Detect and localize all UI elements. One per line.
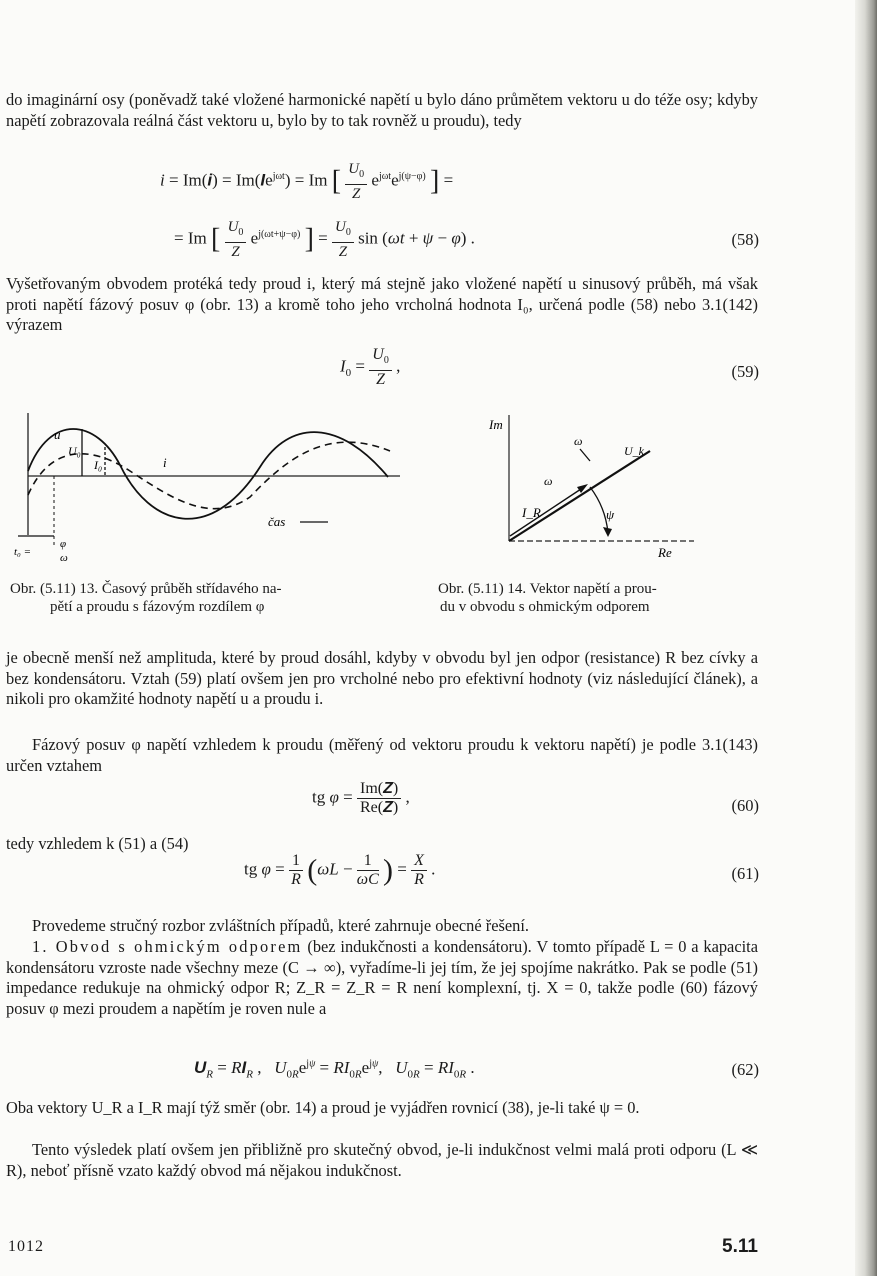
fig14-psi-arrowhead [603,527,612,537]
paragraph-ohmic-case [6,937,758,1019]
figure-14-caption: Obr. (5.11) 14. Vektor napětí a prou- du v obvodu s ohmickým odporem [438,581,657,615]
fig14-label-omega-2: ω [544,474,553,488]
equation-62: $U_R = RI_R$ , $U_{0R}e^{j\psi} = RI_{0R}e^{j\psi}$, $U_{0R} = RI_{0R}$ . [194,1058,475,1081]
fig13-label-t0: t₀ = [14,546,32,558]
fig14-label-im: Im [489,417,503,432]
fig14-label-re: Re [658,545,672,560]
fig13-label-phi: φ [60,538,67,550]
equation-61: tg φ = $\frac{1}{R}$ (ωL − $\frac{1}{\omega C}$ ) = $\frac{X}{R}$ . [244,852,436,888]
section-number: 5.11 [722,1236,758,1257]
equation-59: $I_0$ = $\frac{U_0}{Z}$ , [340,346,401,389]
paragraph-phase-shift: Fázový posuv φ napětí vzhledem k proudu (měřený od vektoru proudu k vektoru napětí) je podle 3.1(143) určen vztahem [6,735,758,775]
equation-58-line1: $i = Im(i) = Im(Ie^{j\omega t}) = Im$ [ $\frac{U_0}{Z}$ $e^{j\omega t}e^{j(\psi-\varphi)}$ ] = [160,161,454,202]
equation-number-60: (60) [731,796,759,815]
figure-13-time-plot [10,405,410,570]
paragraph-analysis: Provedeme stručný rozbor zvláštních případů, které zahrnuje obecné řešení. [32,916,529,935]
ohmic-case-heading: 1. Obvod s ohmickým odporem [32,937,303,956]
fig14-label-omega-1: ω [574,434,583,448]
fig13-label-time: čas [268,514,286,529]
fig13-label-i: i [163,455,167,470]
paragraph-amplitude: je obecně menší než amplituda, které by proud dosáhl, kdyby v obvodu byl jen odpor (resistance) R bez cívky a bez kondensátoru. Vztah (59) platí ovšem jen pro vrcholné nebo pro efektivní hodnoty (viz následující článek), a nikoli pro okamžité hodnoty napětí u a proudu i. [6,648,758,708]
equation-number-62: (62) [731,1060,759,1079]
page-number: 1012 [8,1238,44,1255]
fig14-label-psi: ψ [606,507,615,522]
fig14-omega-arrow [580,449,590,461]
equation-58-line2: = Im [ $\frac{U_0}{Z}$ $e^{j(\omega t+\psi-\varphi)}$ ] = $\frac{U_0}{Z}$ sin (ωt + ψ − φ) . [174,219,475,260]
fig13-label-u0: U₀ [68,444,81,458]
fig14-vector-uk [509,451,650,541]
ohmic-case-text: (bez indukčnosti a kondensátoru). V tomto případě L = 0 a kapacita kondensátoru vzroste nade všechny meze (C → ∞), vyřadíme-li jej tím, že jej spojíme nakrátko. Pak se podle (51) impedance redukuje na ohmický odpor R; Z_R = Z_R = R není komplexní, tj. X = 0, takže podle (60) fázový posuv φ mezi proudem a napětím je roven nule a [6,937,758,1018]
equation-number-58: (58) [731,230,759,249]
equation-60: tg φ = $\frac{Im(Z)}{Re(Z)}$ , [312,780,410,816]
fig14-label-ir: I_R [522,505,541,520]
paragraph-therefore: tedy vzhledem k (51) a (54) [6,834,189,853]
figure-14-vector-diagram [480,405,700,570]
fig13-label-omega: ω [60,552,68,564]
fig13-label-i0: I₀ [94,458,103,472]
paragraph-approximation: Tento výsledek platí ovšem jen přibližně pro skutečný obvod, je-li indukčnost velmi malá proti odporu (L ≪ R), neboť přísně vzato každý obvod má nějakou indukčnost. [6,1140,758,1180]
equation-number-61: (61) [731,864,759,883]
figure-13-caption: Obr. (5.11) 13. Časový průběh střídavého na- pětí a proudu s fázovým rozdílem φ [10,581,282,615]
paragraph-intro: do imaginární osy (poněvadž také vložené harmonické napětí u bylo dáno průmětem vektoru u do téže osy; kdyby napětí zobrazovala reálná část vektoru u, bylo by to tak rovněž u proudu), tedy [6,90,758,130]
paragraph-current: Vyšetřovaným obvodem protéká tedy proud i, který má stejně jako vložené napětí u sinusový průběh, má však proti napětí fázový posuv φ (obr. 13) a kromě toho jeho vrcholná hodnota I₀, určená podle (58) nebo 3.1(142) výrazem [6,274,758,334]
paragraph-vectors: Oba vektory U_R a I_R mají týž směr (obr. 14) a proud je vyjádřen rovnicí (38), je-li také ψ = 0. [6,1098,640,1117]
fig14-label-uk: U_k [624,444,644,458]
fig13-label-u: u [54,427,61,442]
page-binding-edge [855,0,877,1276]
equation-number-59: (59) [731,362,759,381]
